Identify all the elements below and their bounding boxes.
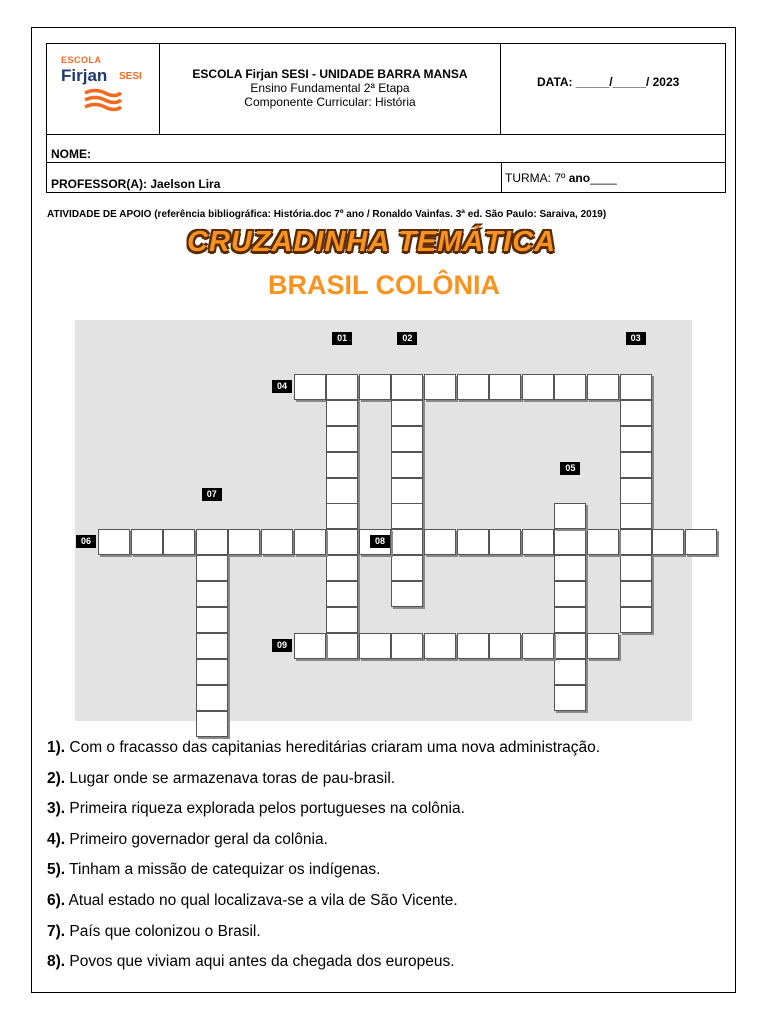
crossword-cell[interactable] [196,659,228,685]
name-row [46,134,726,163]
crossword-cell[interactable] [554,685,586,711]
clue-number-label: 09 [272,639,292,652]
clue-text: Atual estado no qual localizava-se a vila de São Vicente. [65,891,458,909]
date-cell [501,44,725,134]
date-field[interactable]: DATA: _____/_____/ 2023 [537,75,680,89]
class-label-bold: ano [568,171,591,185]
crossword-cell[interactable] [196,607,228,633]
clue-number-label: 04 [272,380,292,393]
theme-title: CRUZADINHA TEMÁTICA [187,226,557,258]
clue-number: 5). [47,861,66,879]
clue-item [47,855,600,886]
logo-waves-icon [83,88,123,112]
teacher-row [46,162,726,193]
name-field[interactable]: NOME: [51,147,91,161]
clue-number-label: 03 [626,332,646,345]
clue-text: Tinham a missão de catequizar os indígenas. [65,861,381,879]
crossword-cell[interactable] [326,581,358,607]
crossword-cell[interactable] [391,400,423,426]
school-subject: Componente Curricular: História [244,95,416,109]
crossword-cell[interactable] [326,426,358,452]
crossword-cell[interactable] [326,374,358,400]
clue-item [47,947,600,978]
crossword-cell[interactable] [620,426,652,452]
crossword-cell[interactable] [391,374,423,400]
logo-line1: ESCOLA [61,55,102,65]
crossword-cell[interactable] [457,529,489,555]
clue-list [47,733,600,978]
class-field[interactable] [505,171,617,185]
crossword-cell[interactable] [326,633,358,659]
crossword-cell[interactable] [326,400,358,426]
crossword-cell[interactable] [391,529,423,555]
clue-text: Lugar onde se armazenava toras de pau-brasil. [65,769,396,787]
school-info [160,44,501,134]
crossword-cell[interactable] [620,374,652,400]
crossword-cell[interactable] [196,529,228,555]
crossword-cell[interactable] [620,529,652,555]
crossword-cell[interactable] [554,555,586,581]
clue-item [47,733,600,764]
crossword-cell[interactable] [522,633,554,659]
clue-text: País que colonizou o Brasil. [65,922,261,940]
clue-number: 1). [47,739,66,756]
clue-text: Com o fracasso das capitanias hereditárias criaram uma nova administração. [65,739,601,756]
logo [47,44,160,134]
crossword-cell[interactable] [554,607,586,633]
clue-number-label: 06 [76,535,96,548]
clue-number: 3). [47,800,66,818]
crossword-cell[interactable] [685,529,717,555]
crossword-cell[interactable] [489,529,521,555]
support-reference: ATIVIDADE DE APOIO (referência bibliográfica: História.doc 7º ano / Ronaldo Vainfas. 3ª ed. São Paulo: Saraiva, 2019) [47,209,607,220]
crossword-cell[interactable] [326,503,358,529]
crossword-cell[interactable] [326,529,358,555]
clue-number-label: 08 [370,535,390,548]
header-row-top [46,43,726,135]
crossword-cell[interactable] [391,503,423,529]
crossword-cell[interactable] [294,633,326,659]
clue-text: Primeiro governador geral da colônia. [65,830,328,848]
clue-item [47,794,600,825]
crossword-cell[interactable] [326,555,358,581]
crossword-cell[interactable] [196,555,228,581]
crossword-cell[interactable] [294,374,326,400]
crossword-cell[interactable] [522,374,554,400]
clue-number-label: 07 [202,488,222,501]
clue-number-label: 02 [397,332,417,345]
crossword-cell[interactable] [391,555,423,581]
logo-line3: SESI [119,71,142,82]
crossword-cell[interactable] [554,374,586,400]
crossword-cell[interactable] [326,452,358,478]
crossword-cell[interactable] [457,633,489,659]
crossword-cell[interactable] [424,374,456,400]
clue-number-label: 05 [560,462,580,475]
crossword-cell[interactable] [554,633,586,659]
class-label-suffix: ____ [590,171,617,185]
crossword-cell[interactable] [489,374,521,400]
header-table [46,43,726,193]
crossword-cell[interactable] [620,607,652,633]
crossword-cell[interactable] [196,581,228,607]
page-title: BRASIL COLÔNIA [267,270,500,300]
clue-number: 4). [47,830,66,848]
crossword-cell[interactable] [620,452,652,478]
crossword-cell[interactable] [294,529,326,555]
crossword-cell[interactable] [98,529,130,555]
crossword-cell[interactable] [620,555,652,581]
crossword-cell[interactable] [424,529,456,555]
crossword-cell[interactable] [391,478,423,504]
crossword-cell[interactable] [620,400,652,426]
crossword-cell[interactable] [326,607,358,633]
crossword-cell[interactable] [261,529,293,555]
clue-number: 6). [47,891,66,909]
crossword-cell[interactable] [424,633,456,659]
crossword-cell[interactable] [391,633,423,659]
crossword-cell[interactable] [554,581,586,607]
crossword-cell[interactable] [554,503,586,529]
school-name: ESCOLA Firjan SESI - UNIDADE BARRA MANSA [192,67,468,81]
clue-item [47,886,600,917]
crossword-cell[interactable] [359,374,391,400]
crossword-cell[interactable] [391,426,423,452]
crossword-cell[interactable] [326,478,358,504]
crossword-cell[interactable] [620,581,652,607]
crossword-cell[interactable] [163,529,195,555]
crossword-cell[interactable] [359,633,391,659]
clue-text: Povos que viviam aqui antes da chegada dos europeus. [65,953,455,971]
clue-item [47,917,600,948]
crossword-cell[interactable] [652,529,684,555]
crossword-cell[interactable] [457,374,489,400]
crossword-cell[interactable] [489,633,521,659]
crossword-cell[interactable] [620,503,652,529]
class-cell [501,163,725,192]
clue-number: 2). [47,769,66,787]
clue-text: Primeira riqueza explorada pelos portugueses na colônia. [65,800,465,818]
crossword-cell[interactable] [554,529,586,555]
crossword-cell[interactable] [554,659,586,685]
crossword-cell[interactable] [391,452,423,478]
crossword-cell[interactable] [391,581,423,607]
crossword-cell[interactable] [587,374,619,400]
class-label-prefix: TURMA: 7º [505,171,569,185]
crossword-cell[interactable] [196,685,228,711]
logo-line2: Firjan [61,66,108,85]
clue-item [47,825,600,856]
crossword-cell[interactable] [522,529,554,555]
crossword-cell[interactable] [228,529,260,555]
crossword-cell[interactable] [196,633,228,659]
teacher-label: PROFESSOR(A): Jaelson Lira [51,177,221,191]
clue-number: 7). [47,922,66,940]
clue-number-label: 01 [332,332,352,345]
clue-item [47,764,600,795]
crossword-cell[interactable] [620,478,652,504]
school-level: Ensino Fundamental 2ª Etapa [250,81,410,95]
crossword-cell[interactable] [131,529,163,555]
crossword-cell[interactable] [587,529,619,555]
clue-number: 8). [47,953,66,971]
crossword-cell[interactable] [587,633,619,659]
